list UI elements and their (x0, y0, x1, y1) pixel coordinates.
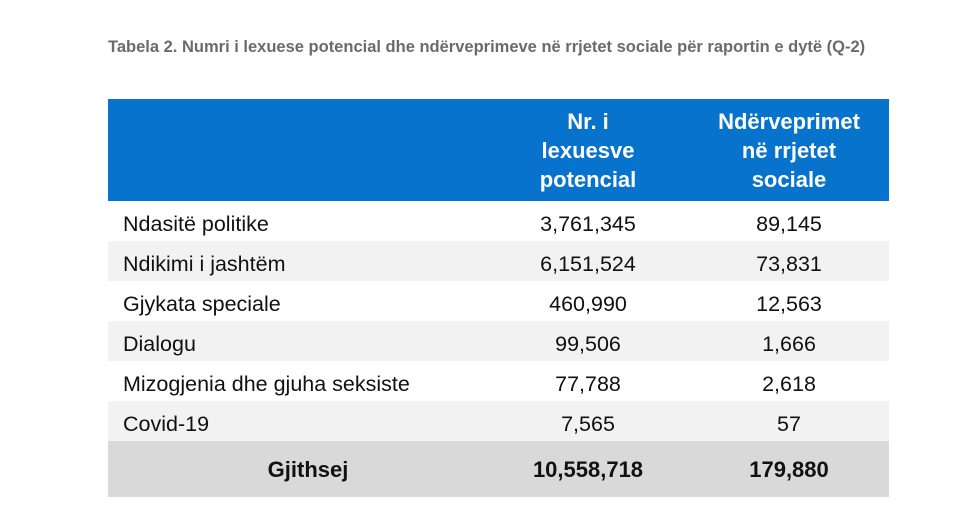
row-interactions: 12,563 (756, 292, 822, 316)
table-header (108, 99, 889, 201)
header-social-interactions-line3: sociale (751, 166, 827, 192)
row-readers: 77,788 (555, 372, 621, 396)
row-interactions: 73,831 (756, 252, 822, 276)
data-table (108, 99, 889, 497)
row-interactions: 2,618 (762, 372, 816, 396)
row-label: Covid-19 (123, 412, 210, 436)
row-readers: 99,506 (555, 332, 621, 356)
table-row (108, 241, 889, 281)
header-potential-readers-line1: Nr. i lexuesve (541, 108, 635, 163)
row-interactions: 1,666 (762, 332, 816, 356)
row-interactions: 57 (777, 412, 801, 436)
table-caption: Tabela 2. Numri i lexuese potencial dhe ndërveprimeve në rrjetet sociale për raportin e dytë (Q-2) (108, 38, 866, 56)
row-label: Ndikimi i jashtëm (123, 252, 286, 276)
table-row (108, 401, 889, 441)
header-potential-readers-line2: potencial (539, 166, 637, 192)
header-potential-readers (518, 99, 658, 201)
total-readers: 10,558,718 (532, 457, 644, 482)
header-social-interactions-line2: në rrjetet (741, 137, 837, 163)
row-readers: 3,761,345 (540, 212, 636, 236)
row-label: Ndasitë politike (123, 212, 269, 236)
total-interactions: 179,880 (749, 457, 829, 482)
header-social-interactions (702, 99, 876, 201)
table-row (108, 281, 889, 321)
table-row (108, 201, 889, 241)
table-row (108, 361, 889, 401)
row-readers: 460,990 (549, 292, 627, 316)
total-row (108, 441, 889, 497)
table-row (108, 321, 889, 361)
total-label: Gjithsej (267, 457, 349, 482)
row-label: Dialogu (123, 332, 196, 356)
header-social-interactions-line1: Ndërveprimet (718, 108, 860, 134)
row-readers: 6,151,524 (540, 252, 636, 276)
row-interactions: 89,145 (756, 212, 822, 236)
row-label: Gjykata speciale (123, 292, 281, 316)
row-label: Mizogjenia dhe gjuha seksiste (123, 372, 410, 396)
row-readers: 7,565 (561, 412, 615, 436)
